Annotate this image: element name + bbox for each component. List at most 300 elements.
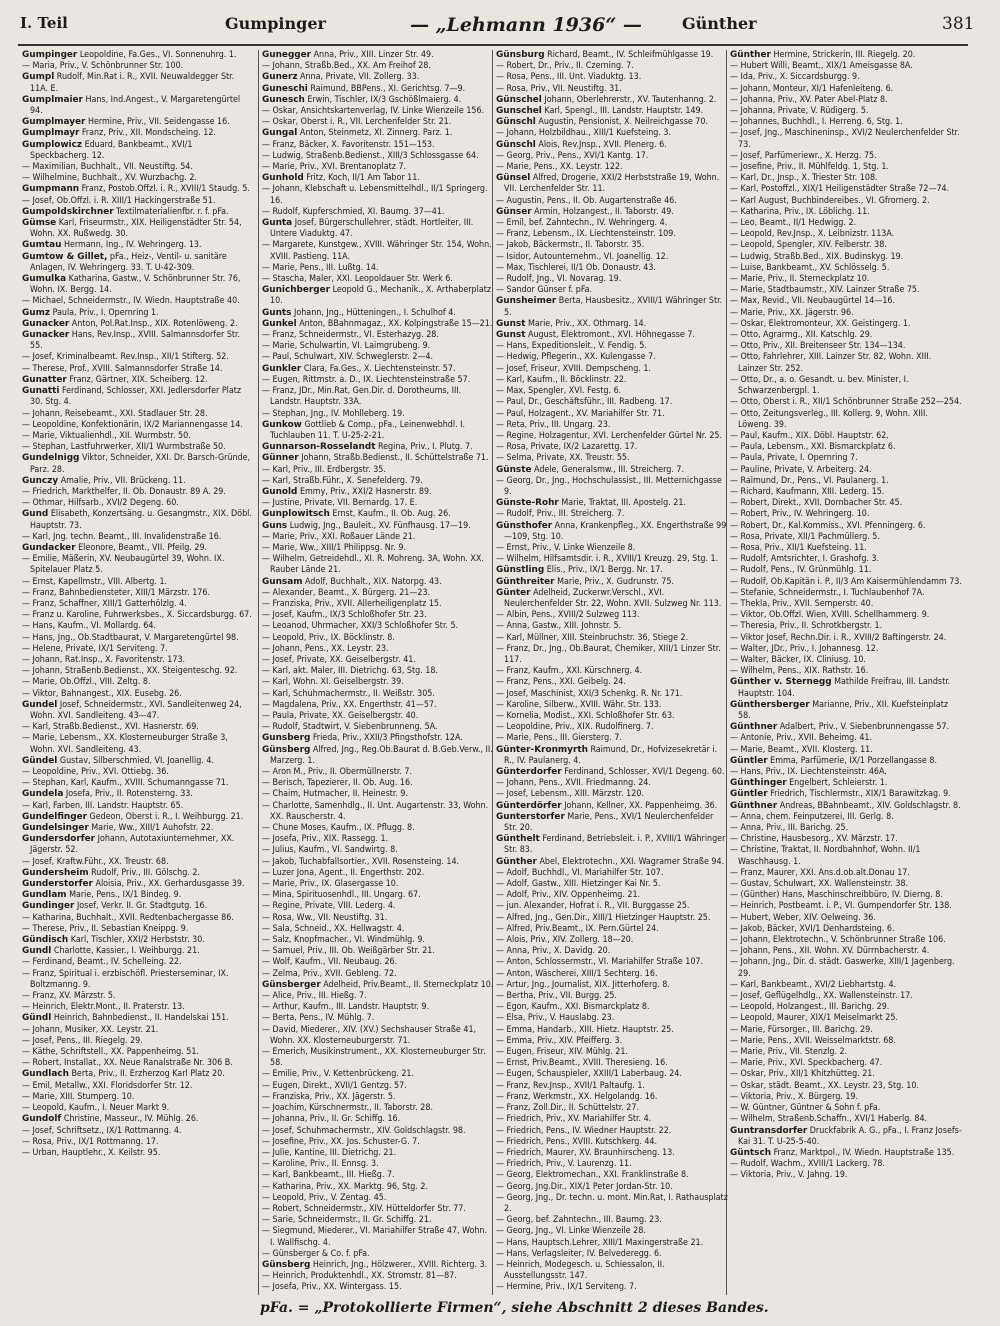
directory-entry bbox=[496, 610, 728, 621]
entry-details: — jun. Alexander, Hofrat i. R., VII. Burggasse 25. bbox=[496, 901, 690, 912]
entry-details: — Anton, Wäscherei, XIII/1 Sechterg. 16. bbox=[496, 968, 658, 979]
entry-details: — Friedrich, Priv., V. Laurenzg. 11. bbox=[496, 1159, 632, 1170]
directory-entry bbox=[262, 263, 494, 274]
directory-entry bbox=[730, 733, 962, 744]
directory-entry bbox=[496, 386, 728, 397]
entry-details: — Helene, Private, IX/1 Serviteng. 7. bbox=[22, 643, 168, 654]
entry-details: — Josef, Kriminalbeamt. Rev.Insp., XII/1 Stifterg. 52. bbox=[22, 352, 229, 363]
entry-details: — Hedwig, Pflegerin., XX. Kulengasse 7. bbox=[496, 352, 656, 363]
directory-entry bbox=[730, 957, 962, 979]
entry-details: — Theresia, Priv., II. Schrotkbergstr. 1. bbox=[730, 621, 883, 632]
entry-details: — Leopold, Priv., V. Zentag. 45. bbox=[262, 1192, 387, 1203]
directory-entry bbox=[262, 84, 494, 95]
entry-details: — Josef, Pens., III. Riegelg. 29. bbox=[22, 1035, 143, 1046]
directory-entry bbox=[22, 487, 254, 498]
directory-entry bbox=[262, 1047, 494, 1069]
directory-entry bbox=[22, 240, 254, 251]
directory-entry bbox=[262, 1182, 494, 1193]
entry-surname: Günstling bbox=[496, 565, 545, 576]
entry-details: — Karl, Straßb.Führ., X. Senefelderg. 79. bbox=[262, 475, 423, 486]
entry-details: Textilmaterialienfbr. r. f. pFa. bbox=[116, 206, 229, 217]
entry-details: — Margarete, Kunstgew., XVIII. Währinger Str. 154, Wohn. XVIII. Pastieng. 11A. bbox=[262, 240, 492, 262]
entry-details: — Paul, Kaufm., XIX. Döbl. Hauptstr. 62. bbox=[730, 430, 889, 441]
entry-details: — Hans, Expeditionsleit., V. Fendig. 5. bbox=[496, 341, 647, 352]
directory-entry bbox=[22, 1002, 254, 1013]
entry-details: — Karl, akt. Maler, III. Dietrichg. 63, Stg. 18. bbox=[262, 666, 438, 677]
entry-details: — Georg, Dr., Jng., Hochschulassist., III. Metternichgasse 9. bbox=[496, 475, 722, 497]
directory-entry bbox=[496, 1260, 728, 1282]
entry-surname: Gunschel bbox=[496, 106, 542, 117]
directory-entry bbox=[496, 1126, 728, 1137]
directory-entry bbox=[262, 677, 494, 688]
entry-details: — Leopoldine, Priv., XIX. Rudolfinerg. 7. bbox=[496, 722, 654, 733]
directory-entry bbox=[262, 106, 494, 117]
directory-entry bbox=[262, 823, 494, 834]
directory-entry bbox=[496, 633, 728, 644]
entry-details: — Eugen, Schauspieler, XXIII/1 Laberbaug. 24. bbox=[496, 1069, 682, 1080]
directory-entry bbox=[496, 588, 728, 610]
entry-details: — Karl, Müllner, XIII. Steinbruchstr. 36, Stiege 2. bbox=[496, 632, 689, 643]
directory-entry bbox=[496, 812, 728, 834]
directory-entry bbox=[496, 409, 728, 420]
directory-entry bbox=[22, 1058, 254, 1069]
entry-details: — Oskar, Elektromonteur, XX. Geistingerg. 1. bbox=[730, 318, 911, 329]
entry-details: Alfred, Jng., Reg.Ob.Baurat d. B.Geb.Verw., II. Marzerg. 1. bbox=[270, 744, 493, 766]
entry-details: — Selma, Private, XX. Treustr. 55. bbox=[496, 453, 630, 464]
directory-entry bbox=[730, 330, 962, 341]
directory-entry bbox=[262, 1226, 494, 1248]
entry-details: — Josefine, Priv., II. Mühlfeldg. 1, Stg. 1. bbox=[730, 162, 889, 173]
entry-details: — Rudolf, Priv., III. Streicherg. 7. bbox=[496, 509, 625, 520]
directory-entry bbox=[22, 700, 254, 722]
directory-entry bbox=[262, 476, 494, 487]
directory-entry bbox=[262, 274, 494, 285]
directory-entry bbox=[730, 610, 962, 621]
directory-entry bbox=[262, 868, 494, 879]
directory-entry bbox=[262, 442, 494, 453]
directory-entry bbox=[22, 364, 254, 375]
directory-entry bbox=[496, 319, 728, 330]
entry-details: — Marie, Priv., XVI. Brentanoplatz 7. bbox=[262, 162, 407, 173]
entry-details: — Paula, Private, XX. Geiselbergstr. 40. bbox=[262, 710, 419, 721]
entry-details: — Marie, Lebensm., XX. Klosterneuburger Straße 3, Wohn. XVI. Sandleiteng. 43. bbox=[22, 733, 228, 755]
directory-entry bbox=[730, 834, 962, 845]
directory-entry bbox=[262, 140, 494, 151]
directory-entry bbox=[262, 1025, 494, 1047]
entry-surname: Gunst bbox=[496, 330, 526, 341]
entry-details: — Georg, Jng., VI. Linke Wienzeile 28. bbox=[496, 1226, 646, 1237]
entry-details: Alois, Rev.Jnsp., XVII. Plenerg. 6. bbox=[538, 139, 667, 150]
directory-entry bbox=[730, 476, 962, 487]
directory-entry bbox=[496, 890, 728, 901]
entry-details: — Chaim, Hutmacher, II. Heinestr. 9. bbox=[262, 789, 409, 800]
directory-entry bbox=[262, 207, 494, 218]
entry-details: — Franz, Bäcker, X. Favoritenstr. 151—153. bbox=[262, 139, 435, 150]
entry-surname: Günschl bbox=[496, 117, 536, 128]
entry-details: — Karl, Farben, III. Landstr. Hauptstr. 65. bbox=[22, 800, 184, 811]
directory-entry bbox=[22, 296, 254, 307]
directory-entry bbox=[22, 409, 254, 420]
directory-entry bbox=[496, 543, 728, 554]
entry-details: — Stephan, Lastfuhrwerker, XII/1 Wurmbstraße 50. bbox=[22, 442, 226, 453]
directory-entry bbox=[496, 1047, 728, 1058]
entry-details: — Paula, Private, I. Opernring 7. bbox=[730, 453, 858, 464]
entry-details: — Pauline, Private, V. Arbeiterg. 24. bbox=[730, 464, 872, 475]
directory-entry bbox=[730, 677, 962, 699]
directory-entry bbox=[262, 711, 494, 722]
entry-details: — Friedrich, Maurer, XV. Braunhirscheng. 13. bbox=[496, 1147, 675, 1158]
entry-details: Ernst, Kaufm., II. Ob. Aug. 26. bbox=[332, 509, 451, 520]
entry-surname: Gundel bbox=[22, 699, 58, 710]
directory-entry bbox=[262, 1081, 494, 1092]
directory-entry bbox=[730, 240, 962, 251]
directory-entry bbox=[496, 117, 728, 128]
directory-entry bbox=[730, 980, 962, 991]
entry-details: Leopold G., Mechanik., X. Arthaberplatz 10. bbox=[270, 285, 492, 307]
entry-details: — Josef, Geflügelhdlg., XX. Wallensteinstr. 17. bbox=[730, 991, 913, 1002]
directory-entry bbox=[730, 252, 962, 263]
directory-entry bbox=[262, 128, 494, 139]
entry-details: — Otto, Oberst i. R., XII/1 Schönbrunner Straße 252—254. bbox=[730, 397, 962, 408]
entry-details: Emma, Parfümerie, IX/1 Porzellangasse 8. bbox=[770, 755, 937, 766]
directory-entry bbox=[730, 1092, 962, 1103]
entry-details: — Zelma, Priv., XVII. Gebleng. 72. bbox=[262, 968, 397, 979]
entry-details: — Anna, Priv., X. Davidg. 20. bbox=[496, 946, 611, 957]
directory-entry bbox=[262, 633, 494, 644]
directory-entry bbox=[496, 84, 728, 95]
directory-entry bbox=[730, 117, 962, 128]
entry-details: — Augustin, Pens., II. Ob. Augartenstraße 46. bbox=[496, 195, 677, 206]
directory-entry bbox=[22, 117, 254, 128]
entry-surname: Gund bbox=[22, 509, 49, 520]
directory-entry bbox=[262, 745, 494, 767]
entry-surname: Gumpmann bbox=[22, 184, 80, 195]
directory-entry bbox=[730, 1002, 962, 1013]
last-entry-keyword: Günther bbox=[682, 14, 757, 33]
entry-details: Paula, Priv., I. Opernring 1. bbox=[52, 307, 159, 318]
directory-entry bbox=[730, 577, 962, 588]
directory-entry bbox=[22, 957, 254, 968]
entry-details: — Josef, Ob.Offzl. i. R. XIII/1 Hackingerstraße 51. bbox=[22, 195, 216, 206]
entry-details: — Sala, Schneid., XX. Hellwagstr. 4. bbox=[262, 923, 405, 934]
directory-entry bbox=[262, 722, 494, 733]
entry-details: Aloisia, Priv., XX. Gerhardusgasse 39. bbox=[95, 879, 245, 890]
entry-surname: Gundlam bbox=[22, 890, 67, 901]
directory-entry bbox=[730, 352, 962, 374]
directory-entry bbox=[262, 1204, 494, 1215]
entry-details: — Johann, Straßb.Bed., XX. Am Freihof 28. bbox=[262, 61, 431, 72]
entry-details: — Georg, Priv., Pens., XVI/1 Kantg. 17. bbox=[496, 150, 649, 161]
entry-details: — Stephan, Jng., IV. Mohlleberg. 19. bbox=[262, 408, 405, 419]
entry-details: — Johann, Rat.Insp., X. Favoritenstr. 173. bbox=[22, 654, 186, 665]
entry-details: — Rudolf, Jng., VI. Novarag. 19. bbox=[496, 274, 622, 285]
entry-details: Leopoldine, Fa.Ges., VI. Sonnenuhrg. 1. bbox=[79, 50, 237, 60]
entry-details: — Luise, Bankbeamt., XV. Schlösselg. 5. bbox=[730, 262, 890, 273]
entry-details: — Franz, Dr., Jng., Ob.Baurat, Chemiker, XIII/1 Linzer Str. 117. bbox=[496, 643, 721, 665]
directory-entry bbox=[22, 767, 254, 778]
entry-surname: Gunichberger bbox=[262, 285, 331, 296]
directory-entry bbox=[262, 1148, 494, 1159]
entry-details: Gedeon, Oberst i. R., I. Weihburgg. 21. bbox=[89, 811, 244, 822]
entry-details: — Alexander, Beamt., X. Bürgerg. 21—23. bbox=[262, 587, 431, 598]
entry-details: — Heinrich, Produktenhdl., XX. Stromstr. 81—87. bbox=[262, 1271, 457, 1282]
directory-entry bbox=[262, 1193, 494, 1204]
entry-details: — Karl, Priv., III. Erdbergstr. 35. bbox=[262, 464, 386, 475]
entry-details: — Leopold, Priv., IX. Böcklinstr. 8. bbox=[262, 632, 395, 643]
entry-details: Adelheid, Zuckerwr.Verschl., XVI. Neulerchenfelder Str. 22, Wohn. XVII. Sulzweg Nr. 113. bbox=[504, 587, 722, 609]
directory-entry bbox=[262, 330, 494, 341]
entry-details: — Stefanie, Schneidermstr., I. Tuchlaubenhof 7A. bbox=[730, 587, 925, 598]
entry-details: — Julius, Kaufm., VI. Sandwirtg. 8. bbox=[262, 845, 398, 856]
entry-details: — Leopold, Maurer, XIX/1 Meiselmarkt 25. bbox=[730, 1013, 898, 1024]
entry-surname: Gündisch bbox=[22, 935, 69, 946]
directory-entry bbox=[496, 1137, 728, 1148]
entry-details: Marie, Priv., XX. Othmarg. 14. bbox=[528, 318, 647, 329]
entry-details: — Rudolf, Amtsrichter, I. Grashofg. 3. bbox=[730, 554, 880, 565]
entry-details: — Emil, bef. Zahntechn., IV. Wehringerg. 4. bbox=[496, 218, 668, 229]
directory-entry bbox=[262, 588, 494, 599]
entry-details: — Raimund, Dr., Pens., VI. Paulanerg. 1. bbox=[730, 475, 889, 486]
entry-details: — Rudolf, Pens., IV. Grünmühlg. 11. bbox=[730, 565, 872, 576]
directory-entry bbox=[22, 924, 254, 935]
directory-entry bbox=[730, 173, 962, 184]
entry-details: — Wilhelm, Getreidehdl., XI. R. Mohreng. 3A, Wohn. XX. Rauber Lände 21. bbox=[262, 554, 484, 576]
entry-details: — Johann, Jng., Dir. d. städt. Gaswerke, XIII/1 Jagenberg. 29. bbox=[730, 957, 955, 979]
directory-entry bbox=[262, 453, 494, 464]
directory-entry bbox=[262, 319, 494, 330]
entry-details: — Marie, XIII. Stumperg. 10. bbox=[22, 1091, 135, 1102]
directory-entry bbox=[496, 296, 728, 318]
entry-surname: Gunatter bbox=[22, 374, 67, 385]
directory-entry bbox=[730, 453, 962, 464]
directory-entry bbox=[262, 599, 494, 610]
directory-entry bbox=[22, 666, 254, 677]
directory-entry bbox=[496, 420, 728, 431]
entry-details: — Emilie, Mäßerin, XV. Neubaugürtel 39, Wohn. IX. Spitelauer Platz 5. bbox=[22, 554, 225, 576]
directory-entry bbox=[730, 409, 962, 431]
directory-entry bbox=[496, 465, 728, 476]
entry-details: Frieda, Priv., XXII/3 Pfingsthofstr. 12A. bbox=[312, 733, 463, 744]
directory-entry bbox=[496, 50, 728, 61]
entry-surname: Günter-Kronmyrth bbox=[496, 744, 588, 755]
directory-entry bbox=[22, 509, 254, 531]
directory-entry bbox=[262, 117, 494, 128]
directory-entry bbox=[22, 543, 254, 554]
entry-details: — Josef, Kraftw.Führ., XX. Treustr. 68. bbox=[22, 856, 169, 867]
entry-details: — Max, Spengler, XVI. Festg. 6. bbox=[496, 386, 622, 397]
entry-surname: Gumplowicz bbox=[22, 139, 83, 150]
entry-details: — Ludwig, Straßb.Bed., XIX. Budinskyg. 19. bbox=[730, 251, 904, 262]
directory-entry bbox=[22, 420, 254, 431]
directory-entry bbox=[496, 352, 728, 363]
directory-entry bbox=[262, 285, 494, 307]
entry-details: — Ernst, Kapellmstr., VIII. Albertg. 1. bbox=[22, 576, 168, 587]
entry-details: — Bertha, Priv., VII. Burgg. 25. bbox=[496, 991, 617, 1002]
entry-surname: Gunerz bbox=[262, 72, 298, 83]
directory-entry bbox=[262, 957, 494, 968]
entry-details: — Elsa, Priv., V. Hauslabg. 23. bbox=[496, 1013, 615, 1024]
directory-entry bbox=[730, 1058, 962, 1069]
directory-entry bbox=[496, 980, 728, 991]
directory-entry bbox=[22, 352, 254, 363]
entry-surname: Gunkler bbox=[262, 363, 302, 374]
directory-entry bbox=[496, 240, 728, 251]
directory-entry bbox=[496, 789, 728, 800]
entry-details: Marie, Traktat, III. Apostelg. 21. bbox=[561, 498, 686, 509]
entry-details: — Johann, Monteur, XI/1 Hafenleiteng. 6. bbox=[730, 83, 894, 94]
entry-details: — Rosa, Pens., III. Unt. Viaduktg. 13. bbox=[496, 72, 642, 83]
entry-details: Marie, Pens., IX/1 Bindeg. 9. bbox=[69, 890, 182, 901]
entry-details: — Franz, Werkmstr., XX. Helgolandg. 16. bbox=[496, 1091, 658, 1102]
directory-entry bbox=[496, 745, 728, 767]
entry-surname: Günsberger bbox=[262, 979, 321, 990]
entry-details: — Franz, JDr., Min.Rat, Gen.Dir. d. Dorotheums, III. Landstr. Hauptstr. 33A. bbox=[262, 386, 462, 408]
directory-entry bbox=[22, 610, 254, 621]
directory-entry bbox=[22, 330, 254, 352]
directory-entry bbox=[730, 319, 962, 330]
entry-details: — Christine, Traktat, II. Nordbahnhof, Wohn. II/1 Waschhausg. 1. bbox=[730, 845, 921, 867]
entry-details: — Walter, Bäcker, IX. Cliniusg. 10. bbox=[730, 654, 866, 665]
entry-details: — Josef, Schriftsetz., IX/1 Rottmanng. 4. bbox=[22, 1125, 182, 1136]
directory-entry bbox=[22, 834, 254, 856]
entry-details: — Ludwig, Straßenb.Bedienst., XIII/3 Schlossgasse 64. bbox=[262, 150, 479, 161]
directory-entry bbox=[496, 72, 728, 83]
directory-entry bbox=[22, 756, 254, 767]
directory-entry bbox=[496, 879, 728, 890]
entry-surname: Gunkow bbox=[262, 419, 302, 430]
directory-entry bbox=[496, 946, 728, 957]
directory-entry bbox=[496, 431, 728, 442]
directory-entry bbox=[496, 565, 728, 576]
directory-entry bbox=[730, 151, 962, 162]
entry-surname: Günsberg bbox=[262, 1259, 311, 1270]
directory-entry bbox=[496, 834, 728, 856]
entry-details: — Hans, Hauptsch.Lehrer, XIII/1 Maxingerstraße 21. bbox=[496, 1237, 704, 1248]
entry-details: — Julie, Kantine, III. Dietrichg. 21. bbox=[262, 1147, 397, 1158]
entry-details: — Wilhelm, Hilfsamtsdir. i. R., XVIII/1 Kreuzg. 29, Stg. 1. bbox=[496, 554, 719, 565]
entry-details: — Leopold, Holzangest., III. Barichg. 29. bbox=[730, 1002, 890, 1013]
entry-details: — Ernst, Priv., V. Linke Wienzeile 8. bbox=[496, 542, 636, 553]
directory-entry bbox=[262, 789, 494, 800]
entry-details: Abel, Elektrotechn., XXI. Wagramer Straße 94. bbox=[539, 856, 725, 867]
entry-details: Hermine, Strickerin, III. Riegelg. 20. bbox=[773, 50, 916, 60]
directory-entry bbox=[496, 901, 728, 912]
entry-details: Raimund, BBPens., XI. Gerichtsg. 7—9. bbox=[310, 83, 466, 94]
entry-details: — Friedrich, Priv., XV. Mariahilfer Str. 4. bbox=[496, 1114, 652, 1125]
directory-entry bbox=[730, 465, 962, 476]
entry-surname: Günsel bbox=[496, 173, 531, 184]
entry-details: — Robert, Direkt., XVII. Dornbacher Str. 45. bbox=[730, 498, 903, 509]
directory-entry bbox=[496, 1226, 728, 1237]
directory-entry bbox=[22, 913, 254, 924]
first-entry-keyword: Gumpinger bbox=[225, 14, 326, 33]
entry-details: — Max, Tischlerei, II/1 Ob. Donaustr. 43. bbox=[496, 262, 656, 273]
entry-details: Josefa, Priv., II. Rotensterng. 33. bbox=[65, 789, 193, 800]
directory-entry bbox=[262, 610, 494, 621]
entry-surname: Gunsheimer bbox=[496, 296, 557, 307]
entry-details: — Aron M., Priv., II. Obermüllnerstr. 7. bbox=[262, 767, 412, 777]
directory-entry bbox=[262, 487, 494, 498]
directory-entry bbox=[262, 184, 494, 206]
directory-entry bbox=[496, 128, 728, 139]
entry-surname: Günther bbox=[496, 856, 537, 867]
entry-details: — Hubert Willi, Beamt., XIX/1 Ameisgasse 8A. bbox=[730, 61, 913, 72]
directory-entry bbox=[496, 274, 728, 285]
entry-details: — Marie, Priv., II. Sterneckplatz 10. bbox=[730, 274, 870, 285]
column-4 bbox=[730, 50, 962, 1295]
entry-details: — Karl, Schuhmachermstr., II. Weißstr. 305. bbox=[262, 688, 435, 699]
entry-surname: Gunterstorfer bbox=[496, 811, 565, 822]
directory-entry bbox=[22, 532, 254, 543]
entry-details: — Heinrich, Modegesch. u. Schiessalon, II. Ausstellungsstr. 147. bbox=[496, 1259, 665, 1282]
entry-details: — Katharina, Buchhalt., XVII. Redtenbachergasse 86. bbox=[22, 912, 234, 923]
entry-details: — Arthur, Kaufm., III. Landstr. Hauptstr. 9. bbox=[262, 1002, 430, 1013]
directory-entry bbox=[262, 890, 494, 901]
entry-details: — Marie, Pens., III. Giersterg. 7. bbox=[496, 733, 622, 744]
entry-surname: Gundinger bbox=[22, 901, 75, 912]
directory-entry bbox=[262, 980, 494, 991]
directory-entry bbox=[496, 476, 728, 498]
directory-entry bbox=[496, 711, 728, 722]
entry-surname: Gumz bbox=[22, 307, 51, 318]
directory-entry bbox=[22, 1047, 254, 1058]
directory-entry bbox=[730, 128, 962, 150]
directory-entry bbox=[22, 72, 254, 94]
entry-details: — Rosa, Private, XII/1 Pachmüllerg. 5. bbox=[730, 531, 880, 542]
directory-entry bbox=[730, 296, 962, 307]
entry-details: — Regine, Holzagentur, XVI. Lerchenfelder Gürtel Nr. 25. bbox=[496, 430, 723, 441]
entry-details: Friedrich, Tischlermstr., XIX/1 Barawitzkag. 9. bbox=[770, 789, 951, 800]
directory-entry bbox=[730, 778, 962, 789]
entry-details: Johann, Oberlehrerstr., XV. Tautenhanng. 2. bbox=[544, 94, 717, 105]
entry-surname: Gundela bbox=[22, 789, 64, 800]
directory-entry bbox=[22, 162, 254, 173]
directory-entry bbox=[22, 274, 254, 296]
entry-details: — Hans, Priv., IX. Liechtensteinstr. 46A. bbox=[730, 767, 887, 777]
directory-entry bbox=[730, 901, 962, 912]
directory-entry bbox=[496, 957, 728, 968]
directory-entry bbox=[262, 1126, 494, 1137]
directory-entry bbox=[262, 834, 494, 845]
directory-entry bbox=[730, 207, 962, 218]
entry-details: Marianne, Priv., XII. Kuefsteinplatz 58. bbox=[738, 699, 949, 721]
directory-entry bbox=[22, 476, 254, 487]
directory-entry bbox=[262, 991, 494, 1002]
entry-details: — Leoanod, Uhrmacher, XXI/3 Schloßhofer Str. 5. bbox=[262, 621, 459, 632]
entry-details: Mathilde Freifrau, III. Landstr. Hauptstr. 104. bbox=[738, 677, 951, 699]
entry-surname: Gunts bbox=[262, 307, 292, 318]
entry-details: Amalie, Priv., VII. Brückeng. 11. bbox=[60, 475, 186, 486]
directory-entry bbox=[22, 722, 254, 733]
entry-surname: Gunatti bbox=[22, 386, 60, 397]
directory-entry bbox=[262, 409, 494, 420]
directory-entry bbox=[496, 1114, 728, 1125]
entry-details: — Rosa, Priv., XII/1 Kuefsteing. 11. bbox=[730, 542, 867, 553]
entry-details: — Otto, Fahrlehrer, XIII. Lainzer Str. 82, Wohn. XIII. Lainzer Str. 252. bbox=[730, 352, 932, 374]
entry-details: — Alfred, Priv.Beamt., IX. Pern.Gürtel 24. bbox=[496, 923, 659, 934]
directory-entry bbox=[496, 196, 728, 207]
directory-entry bbox=[730, 521, 962, 532]
directory-entry bbox=[262, 1271, 494, 1282]
entry-details: — Viktor Josef, Rechn.Dir. i. R., XVIII/2 Baftingerstr. 24. bbox=[730, 632, 947, 643]
entry-surname: Gundelfinger bbox=[22, 811, 87, 822]
entry-details: Heinrich, Bahnbedienst., II. Handelskai 151. bbox=[53, 1013, 229, 1024]
entry-surname: Gunczy bbox=[22, 475, 59, 486]
directory-entry bbox=[730, 375, 962, 397]
entry-details: — Karl, Bankbeamt., XVI/2 Liebhartstg. 4. bbox=[730, 979, 897, 990]
entry-details: — Adolf, Priv., XIV. Oppenheimg. 21. bbox=[496, 890, 641, 901]
entry-details: — Otto, Agrarmg., XII. Katschlg. 29. bbox=[730, 330, 873, 341]
